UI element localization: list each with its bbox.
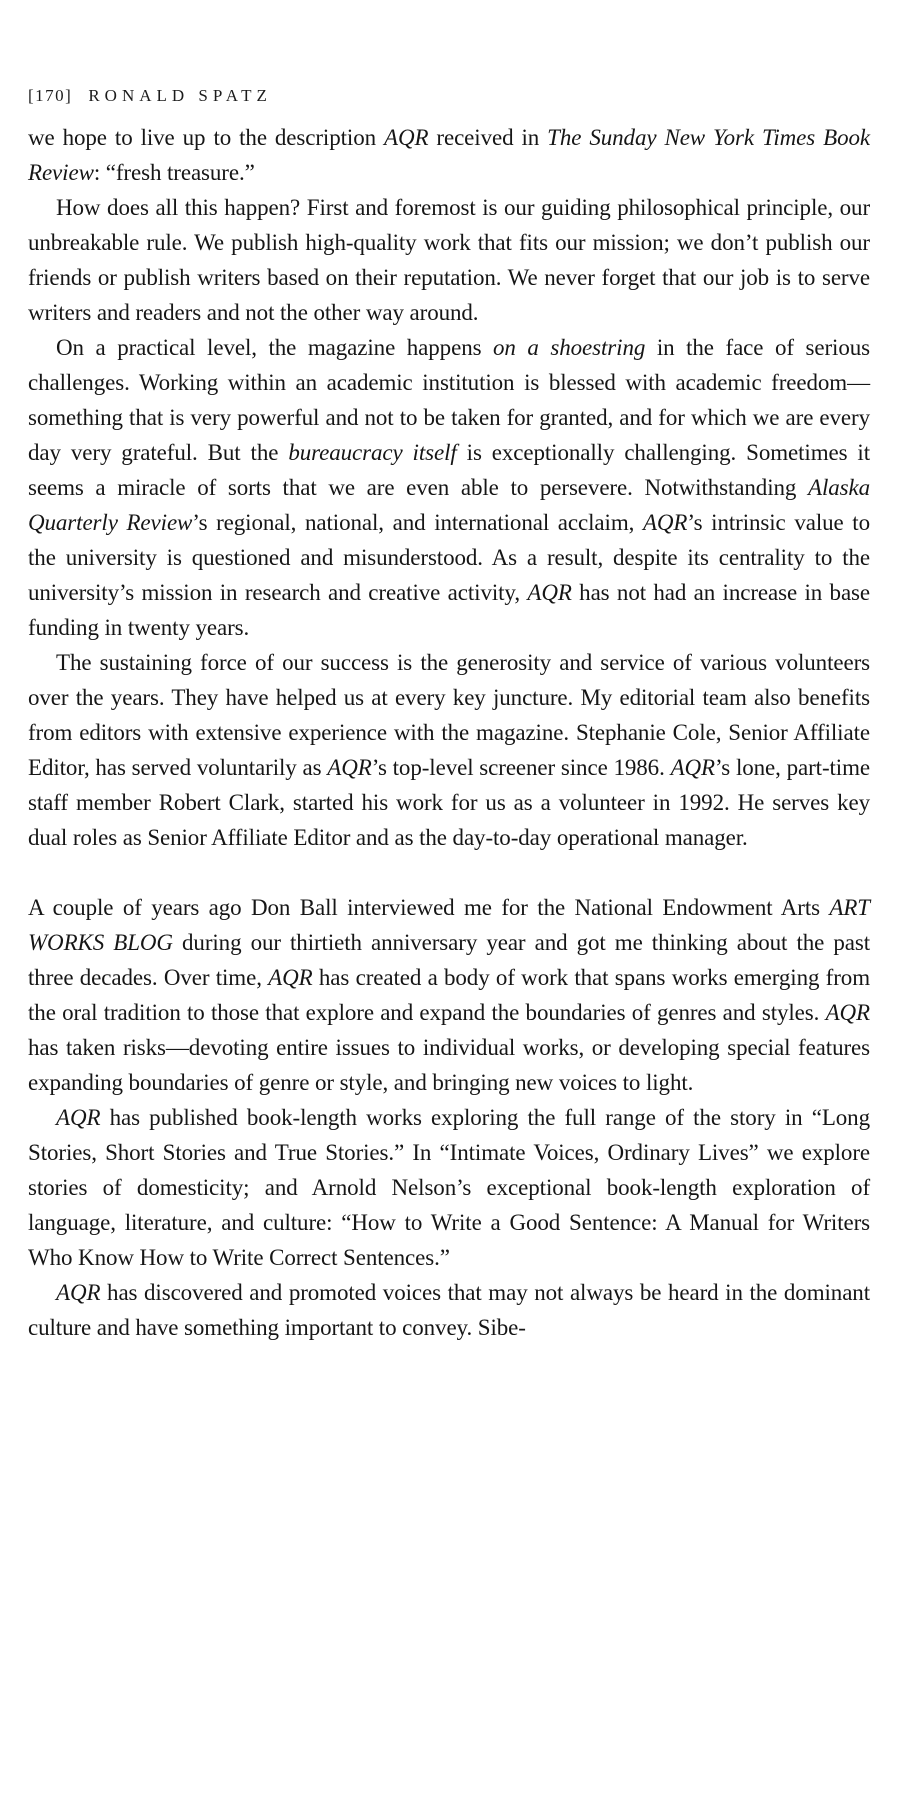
text-segment: is exceptionally challenging. Sometimes it seems a miracle of sorts that we are even able to persevere. Notwithstanding — [28, 440, 870, 500]
italic-text-segment: AQR — [268, 965, 313, 990]
paragraph — [28, 645, 870, 855]
text-segment: in the face of serious challenges. Working within an academic institution is blessed with academic freedom—something that is very powerful and not to be taken for granted, and for which we are every day very grateful. But the — [28, 335, 870, 465]
running-head-author: RONALD SPATZ — [88, 86, 272, 105]
text-segment: ’s top-level screener since 1986. — [371, 755, 671, 780]
text-segment: How does all this happen? First and foremost is our guiding philosophical principle, our unbreakable rule. We publish high-quality work that fits our mission; we don’t publish our friends or publish writers based on their reputation. We never forget that our job is to serve writers and readers and not the other way around. — [28, 195, 870, 325]
paragraph — [28, 190, 870, 330]
text-segment: has not had an increase in base funding in twenty years. — [28, 580, 871, 640]
italic-text-segment: AQR — [527, 580, 572, 605]
text-segment: during our thirtieth anniversary year and got me thinking about the past three decades. Over time, — [28, 930, 870, 990]
italic-text-segment: AQR — [670, 755, 715, 780]
italic-text-segment: AQR — [825, 1000, 870, 1025]
text-segment: ’s intrinsic value to the university is questioned and misunderstood. As a result, despite its centrality to the university’s mission in research and creative activity, — [28, 510, 871, 605]
text-segment: has published book-length works exploring the full range of the story in “Long Stories, Short Stories and True Stories.” In “Intimate Voices, Ordinary Lives” we explore stories of domesticity; and Arnold Nelson’s exceptional book-length exploration of language, literature, and culture: “How to Write a Good Sentence: A Manual for Writers Who Know How to Write Correct Sentences.” — [28, 1105, 870, 1270]
italic-text-segment: AQR — [642, 510, 688, 535]
running-head — [28, 86, 870, 106]
paragraph — [28, 1275, 870, 1345]
text-segment: ’s lone, part-time staff member Robert Clark, started his work for us as a volunteer in 1992. He serves key dual roles as Senior Affiliate Editor and as the day-to-day operational manager. — [28, 755, 870, 850]
italic-text-segment: on a shoestring — [493, 335, 646, 360]
text-segment: ’s regional, national, and international acclaim, — [192, 510, 643, 535]
paragraph — [28, 890, 870, 1100]
italic-text-segment: bureaucracy itself — [288, 440, 457, 465]
page-body — [28, 120, 870, 1345]
page-number: [170] — [28, 86, 73, 105]
italic-text-segment: Alaska Quarterly Review — [28, 475, 870, 535]
text-segment: has taken risks—devoting entire issues to individual works, or developing special features expanding boundaries of genre or style, and bringing new voices to light. — [28, 1035, 870, 1095]
paragraph — [28, 330, 870, 645]
text-segment: On a practical level, the magazine happens — [56, 335, 494, 360]
text-segment: received in — [428, 125, 548, 150]
paragraph — [28, 1100, 870, 1275]
italic-text-segment: AQR — [56, 1280, 101, 1305]
text-segment: has discovered and promoted voices that may not always be heard in the dominant culture and have something important to convey. Sibe- — [28, 1280, 870, 1340]
text-segment: A couple of years ago Don Ball interviewed me for the National Endowment Arts — [28, 895, 830, 920]
text-segment: : “fresh treasure.” — [93, 160, 255, 185]
italic-text-segment: ART WORKS BLOG — [28, 895, 870, 955]
text-segment: has created a body of work that spans works emerging from the oral tradition to those that explore and expand the boundaries of genres and styles. — [28, 965, 870, 1025]
text-segment: we hope to live up to the description — [28, 125, 384, 150]
italic-text-segment: AQR — [327, 755, 372, 780]
paragraph — [28, 120, 870, 190]
italic-text-segment: AQR — [384, 125, 429, 150]
italic-text-segment: AQR — [56, 1105, 101, 1130]
text-segment: The sustaining force of our success is the generosity and service of various volunteers over the years. They have helped us at every key juncture. My editorial team also benefits from editors with extensive experience with the magazine. Stephanie Cole, Senior Affiliate Editor, has served voluntarily as — [28, 650, 870, 780]
italic-text-segment: The Sunday New York Times Book Review — [28, 125, 870, 185]
